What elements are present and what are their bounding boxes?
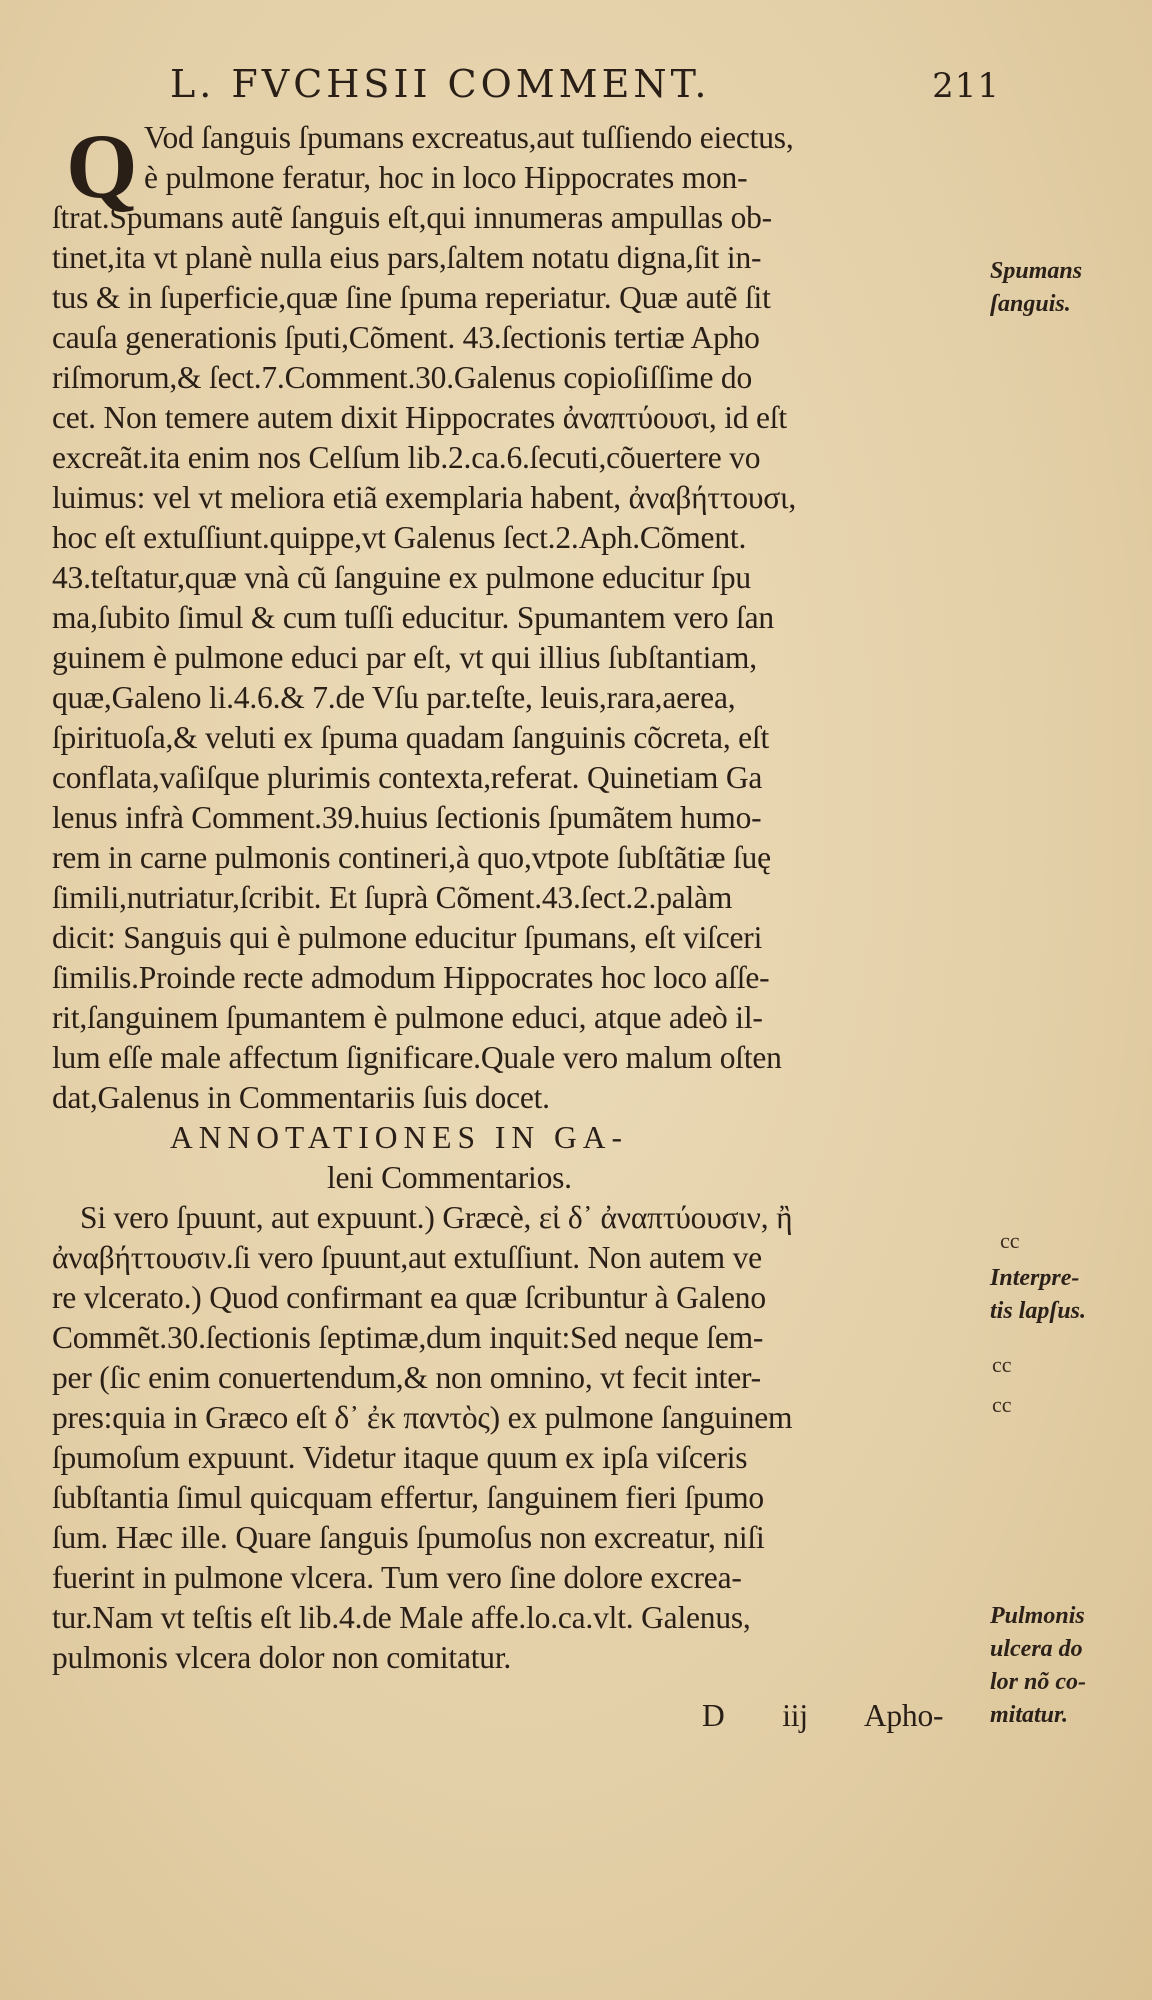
annotation-line: Commẽt.30.ſectionis ſeptimæ,dum inquit:Sed neque ſem- [52,1320,764,1355]
margin-note-line: ulcera do [990,1636,1083,1662]
main-text-column [52,115,982,1736]
margin-note-line: Spumans [990,258,1083,284]
annotation-line: ſpumoſum expuunt. Videtur itaque quum ex ipſa viſceris [52,1440,748,1475]
margin-note-line: Interpre- [990,1265,1080,1291]
margin-note-interpretis [990,1262,1150,1328]
margin-note-line: mitatur. [990,1702,1069,1728]
margin-mark: cc [992,1352,1012,1377]
text-line: dicit: Sanguis qui è pulmone educitur ſpumans, eſt viſceri [52,920,763,955]
running-title: L. FVCHSII COMMENT. [170,62,711,106]
text-line: riſmorum,& ſect.7.Comment.30.Galenus copioſiſſime do [52,360,752,395]
text-line: cauſa generationis ſputi,Cõment. 43.ſectionis tertiæ Apho [52,320,760,355]
annotation-line: ἀναβήττουσιν.ſi vero ſpuunt,aut extuſſiunt. Non autem ve [52,1240,762,1275]
text-line: ſpirituoſa,& veluti ex ſpuma quadam ſanguinis cõcreta, eſt [52,720,770,755]
text-line: excreãt.ita enim nos Celſum lib.2.ca.6.ſecuti,cõuertere vo [52,440,761,475]
text-line: lum eſſe male affectum ſignificare.Quale vero malum oſten [52,1040,782,1075]
annotation-line: ſubſtantia ſimul quicquam effertur, ſanguinem fieri ſpumo [52,1480,764,1515]
margin-note-pulmonis [990,1600,1150,1732]
margin-note-line: ſanguis. [990,291,1071,317]
margin-mark: cc [1000,1228,1020,1253]
margin-note-line: tis lapſus. [990,1298,1087,1324]
text-line: ſtrat.Spumans autẽ ſanguis eſt,qui innumeras ampullas ob- [52,200,772,235]
margin-mark: cc [992,1392,1012,1417]
margin-note-line: lor nõ co- [990,1669,1086,1695]
margin-note-line: Pulmonis [990,1603,1085,1629]
text-line: è pulmone feratur, hoc in loco Hippocrates mon- [144,160,748,195]
page-header [170,62,1000,112]
drop-cap: Q [66,115,138,217]
annotation-line: tur.Nam vt teſtis eſt lib.4.de Male affe.lo.ca.vlt. Galenus, [52,1600,751,1635]
annotation-line: pres:quia in Græco eſt δ᾽ ἐκ παντὸς) ex pulmone ſanguinem [52,1400,793,1435]
text-line: cet. Non temere autem dixit Hippocrates ἀναπτύουσι, id eſt [52,400,787,435]
annotation-line: pulmonis vlcera dolor non comitatur. [52,1640,512,1675]
text-line: rit,ſanguinem ſpumantem è pulmone educi, atque adeò il- [52,1000,763,1035]
annotation-line: ſum. Hæc ille. Quare ſanguis ſpumoſus non excreatur, niſi [52,1520,765,1555]
text-line: dat,Galenus in Commentariis ſuis docet. [52,1080,550,1115]
catchword: Apho- [863,1698,944,1733]
text-line: ſimilis.Proinde recte admodum Hippocrates hoc loco aſſe- [52,960,770,995]
text-line: rem in carne pulmonis contineri,à quo,vtpote ſubſtãtiæ ſuę [52,840,771,875]
text-line: lenus infrà Comment.39.huius ſectionis ſpumãtem humo- [52,800,762,835]
signature-catchword-line [52,1696,982,1736]
text-line: Vod ſanguis ſpumans excreatus,aut tuſſiendo eiectus, [144,120,794,155]
section-heading: ANNOTATIONES IN GA- [170,1120,628,1155]
text-line: quæ,Galeno li.4.6.& 7.de Vſu par.teſte, leuis,rara,aerea, [52,680,736,715]
text-line: tus & in ſuperficie,quæ ſine ſpuma reperiatur. Quæ autẽ ſit [52,280,771,315]
annotation-line: re vlcerato.) Quod confirmant ea quæ ſcribuntur à Galeno [52,1280,766,1315]
text-line: 43.teſtatur,quæ vnà cũ ſanguine ex pulmone educitur ſpu [52,560,751,595]
text-line: conflata,vaſiſque plurimis contexta,referat. Quinetiam Ga [52,760,763,795]
text-line: luimus: vel vt meliora etiã exemplaria habent, ἀναβήττουσι, [52,480,797,515]
annotation-line: per (ſic enim conuertendum,& non omnino, vt fecit inter- [52,1360,761,1395]
text-line: ma,ſubito ſimul & cum tuſſi educitur. Spumantem vero ſan [52,600,774,635]
text-line: tinet,ita vt planè nulla eius pars,ſaltem notatu digna,ſit in- [52,240,762,275]
margin-note-spumans [990,255,1150,321]
text-line: guinem è pulmone educi par eſt, vt qui illius ſubſtantiam, [52,640,757,675]
page-number: 211 [932,66,1000,106]
section-subheading: leni Commentarios. [327,1160,572,1195]
signature-mark: D iij [702,1698,808,1733]
annotation-line: Si vero ſpuunt, aut expuunt.) Græcè, εἰ δ᾽ ἀναπτύουσιν, ἢ [80,1200,793,1235]
text-line: hoc eſt extuſſiunt.quippe,vt Galenus ſect.2.Aph.Cõment. [52,520,747,555]
annotation-line: fuerint in pulmone vlcera. Tum vero ſine dolore excrea- [52,1560,742,1595]
text-line: ſimili,nutriatur,ſcribit. Et ſuprà Cõment.43.ſect.2.palàm [52,880,733,915]
